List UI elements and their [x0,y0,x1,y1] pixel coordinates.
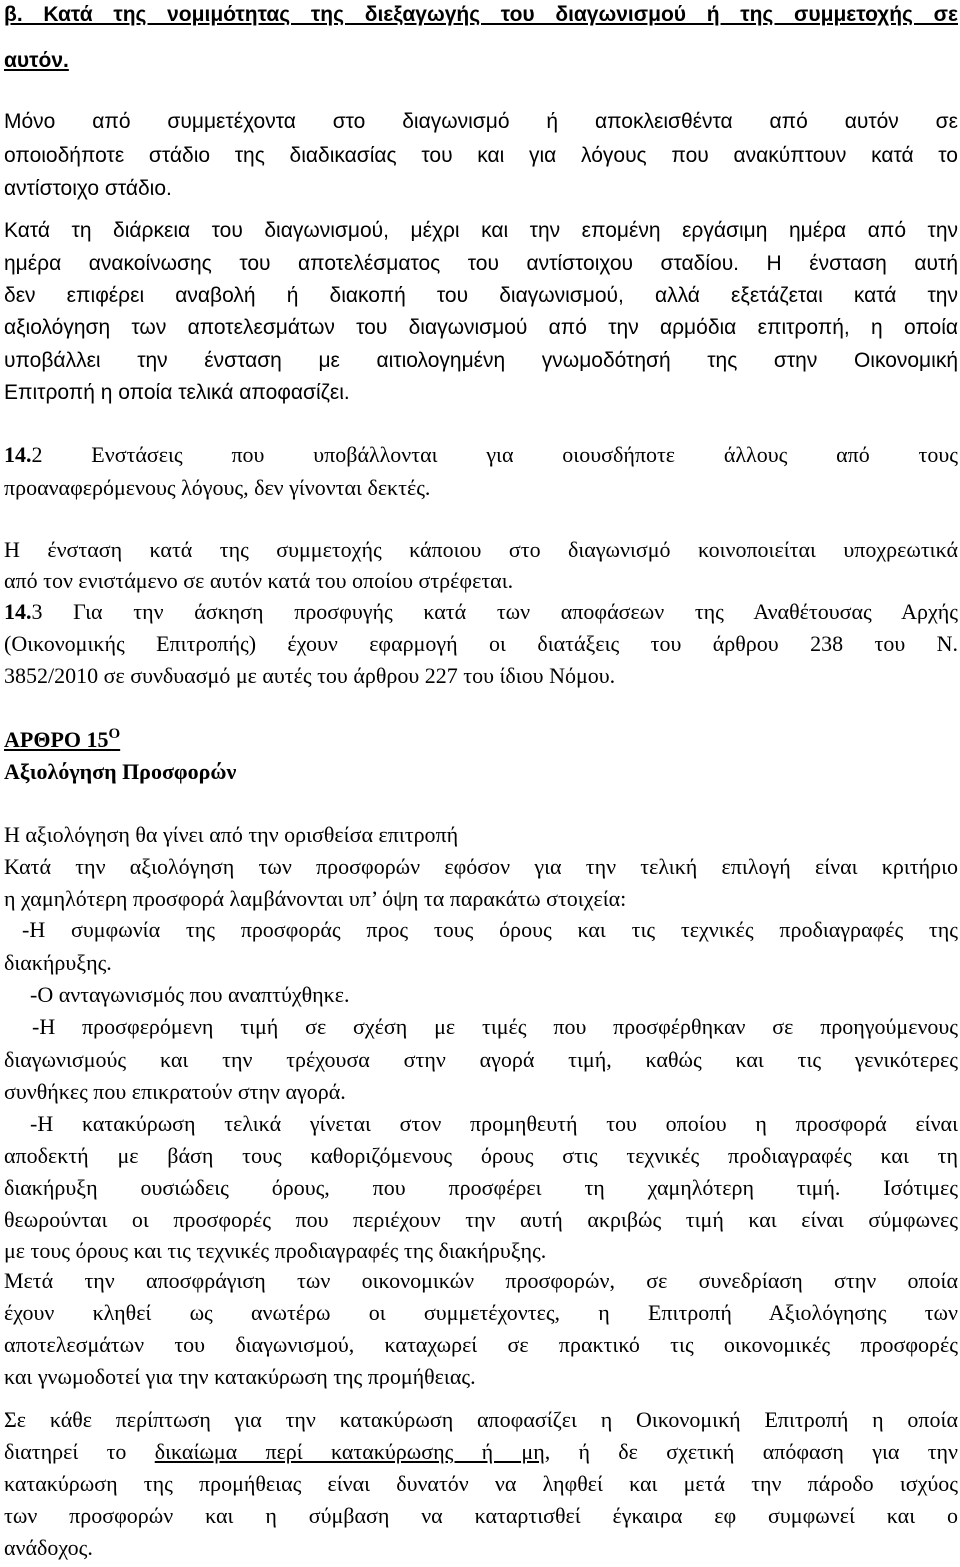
paragraph-line: Σε κάθε περίπτωση για την κατακύρωση αποφασίζει η Οικονομική Επιτροπή η οποία [4,1407,958,1432]
criteria-line: διαγωνισμούς και την τρέχουσα στην αγορά τιμή, καθώς και τις γενικότερες [4,1047,958,1072]
text: , ή δε σχετική απόφαση για την [544,1439,958,1464]
criteria-line: συνθήκες που επικρατούν στην αγορά. [4,1079,346,1104]
criteria-line: με τους όρους και τις τεχνικές προδιαγραφές της διακήρυξης. [4,1238,547,1263]
article-title [4,725,958,755]
paragraph-line: προαναφερόμενους λόγους, δεν γίνονται δεκτές. [4,475,431,500]
article-subtitle: Αξιολόγηση Προσφορών [4,759,237,784]
paragraph-line: Επιτροπή η οποία τελικά αποφασίζει. [4,381,350,404]
paragraph-line-with-link [4,1437,958,1467]
paragraph-line: κατακύρωση της προμήθειας είναι δυνατόν να ληφθεί και μετά την πάροδο ισχύος [4,1471,958,1496]
section-number-rest: 3 [31,599,43,624]
paragraph-line: υποβάλλει την ένσταση με αιτιολογημένη γνωμοδότησή της στην Οικονομική [4,349,958,372]
paragraph-line: και γνωμοδοτεί για την κατακύρωση της προμήθειας. [4,1364,476,1389]
paragraph-line: αντίστοιχο στάδιο. [4,177,172,200]
paragraph-line: οποιοδήποτε στάδιο της διαδικασίας του και για λόγους που ανακύπτουν κατά το [4,144,958,167]
criteria-line: διακήρυξη ουσιώδεις όρους, που προσφέρει τη χαμηλότερη τιμή. Ισότιμες [4,1175,958,1200]
paragraph-line: ανάδοχος. [4,1535,93,1560]
criteria-line: θεωρούνται οι προσφορές που περιέχουν την αυτή ακριβώς τιμή και είναι σύμφωνες [4,1207,958,1232]
section-number-rest: 2 [31,442,43,467]
paragraph-line: των προσφορών και η σύμβαση να καταρτισθεί έγκαιρα εφ συμφωνεί και ο [4,1503,958,1528]
criteria-line: διακήρυξης. [4,950,112,975]
section-text: Ενστάσεις που υποβάλλονται για οιουσδήποτε άλλους από τους [42,442,958,467]
criteria-line: -Η προσφερόμενη τιμή σε σχέση με τιμές που προσφέρθηκαν σε προηγούμενους [32,1014,958,1039]
text: διατηρεί το [4,1439,155,1464]
paragraph-line: από τον ενιστάμενο σε αυτόν κατά του οποίου στρέφεται. [4,568,514,593]
section-text: Για την άσκηση προσφυγής κατά των αποφάσεων της Αναθέτουσας Αρχής [42,599,958,624]
heading-b-line2: αυτόν. [4,49,69,72]
criteria-line: -Ο ανταγωνισμός που αναπτύχθηκε. [30,982,350,1007]
article-title-sup: Ο [108,726,121,742]
section-14-2-line1 [4,440,958,470]
paragraph-line: Μόνο από συμμετέχοντα στο διαγωνισμό ή αποκλεισθέντα από αυτόν σε [4,110,958,133]
criteria-line: -Η κατακύρωση τελικά γίνεται στον προμηθευτή του οποίου η προσφορά είναι [30,1111,958,1136]
paragraph-line: η χαμηλότερη προσφορά λαμβάνονται υπ’ όψη τα παρακάτω στοιχεία: [4,886,627,911]
paragraph-line: (Οικονομικής Επιτροπής) έχουν εφαρμογή οι διατάξεις του άρθρου 238 του Ν. [4,631,958,656]
section-number: 14. [4,442,32,467]
article-title-text [4,727,120,752]
paragraph-line: Η αξιολόγηση θα γίνει από την ορισθείσα επιτροπή [4,822,459,847]
article-title-label: ΑΡΘΡΟ 15 [4,727,109,752]
paragraph-line: Μετά την αποσφράγιση των οικονομικών προσφορών, σε συνεδρίαση στην οποία [4,1268,958,1293]
paragraph-line: δεν επιφέρει αναβολή ή διακοπή του διαγωνισμού, αλλά εξετάζεται κατά την [4,284,958,307]
paragraph-line: έχουν κληθεί ως ανωτέρω οι συμμετέχοντες, η Επιτροπή Αξιολόγησης των [4,1300,958,1325]
heading-b-line1: β. Κατά της νομιμότητας της διεξαγωγής του διαγωνισμού ή της συμμετοχής σε [4,3,958,26]
paragraph-line: Κατά την αξιολόγηση των προσφορών εφόσον για την τελική επιλογή είναι κριτήριο [4,854,958,879]
paragraph-line: Κατά τη διάρκεια του διαγωνισμού, μέχρι και την επομένη εργάσιμη ημέρα από την [4,219,958,242]
paragraph-line: 3852/2010 σε συνδυασμό με αυτές του άρθρου 227 του ίδιου Νόμου. [4,663,616,688]
section-number: 14. [4,599,32,624]
paragraph-line: ημέρα ανακοίνωσης του αποτελέσματος του αντίστοιχου σταδίου. Η ένσταση αυτή [4,252,958,275]
underlined-phrase: δικαίωμα περί κατακύρωσης ή μη [154,1439,545,1464]
paragraph-line: αποτελεσμάτων του διαγωνισμού, καταχωρεί σε πρακτικό τις οικονομικές προσφορές [4,1332,958,1357]
paragraph-line: Η ένσταση κατά της συμμετοχής κάποιου στο διαγωνισμό κοινοποιείται υποχρεωτικά [4,537,958,562]
paragraph-line: αξιολόγηση των αποτελεσμάτων του διαγωνισμού από την αρμόδια επιτροπή, η οποία [4,316,958,339]
section-14-3-line1 [4,597,958,627]
criteria-line: -Η συμφωνία της προσφοράς προς τους όρους και τις τεχνικές προδιαγραφές της [22,917,958,942]
criteria-line: αποδεκτή με βάση τους καθοριζόμενους όρους στις τεχνικές προδιαγραφές και τη [4,1143,958,1168]
